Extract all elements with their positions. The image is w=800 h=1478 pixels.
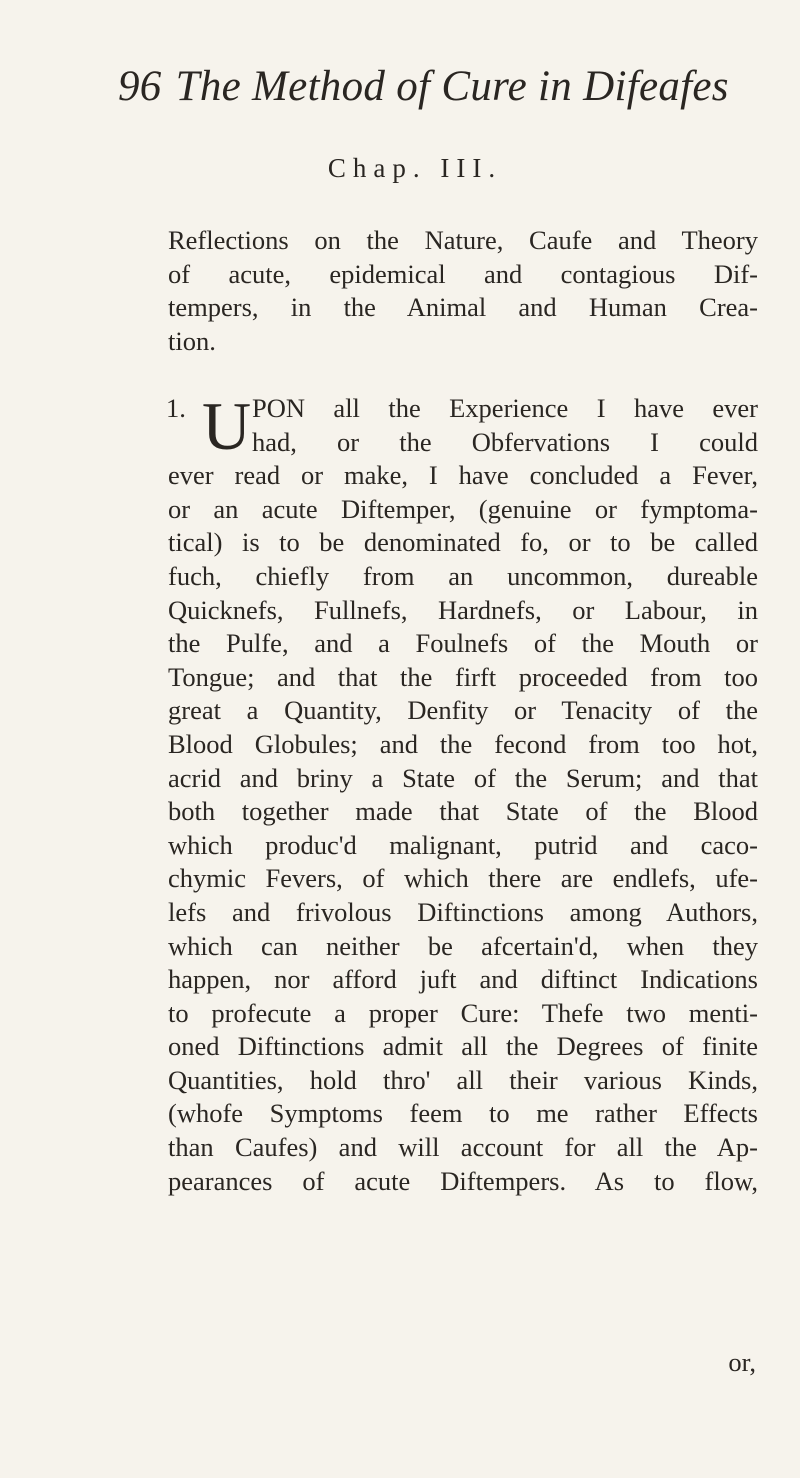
paragraph-line: acrid and briny a State of the Serum; and that [168, 762, 758, 793]
running-title: The Method of Cure in Difeafes [175, 63, 729, 110]
body-paragraph [166, 388, 758, 1198]
page-number: 96 [118, 63, 162, 110]
summary-line: tempers, in the Animal and Human Crea- [168, 292, 758, 323]
paragraph-line: (whofe Symptoms feem to me rather Effects [168, 1098, 758, 1129]
paragraph-line: which can neither be afcertain'd, when they [168, 930, 758, 961]
paragraph-line: Quantities, hold thro' all their various Kinds, [168, 1064, 758, 1095]
paragraph-line: had, or the Obfervations I could [252, 426, 758, 457]
paragraph-line: pearances of acute Diftempers. As to flow, [168, 1165, 758, 1196]
paragraph-line: the Pulfe, and a Foulnefs of the Mouth or [168, 628, 758, 659]
paragraph-line: both together made that State of the Blood [168, 796, 758, 827]
paragraph-line: Tongue; and that the firft proceeded from too [168, 661, 758, 692]
paragraph-line: tical) is to be denominated fo, or to be called [168, 527, 758, 558]
running-head [118, 62, 729, 111]
chapter-summary [168, 224, 758, 358]
summary-line: Reflections on the Nature, Caufe and Theory [168, 225, 758, 255]
summary-line: of acute, epidemical and contagious Dif- [168, 258, 758, 289]
paragraph-line: Blood Globules; and the fecond from too hot, [168, 728, 758, 759]
paragraph-line: ever read or make, I have concluded a Fever, [168, 460, 758, 491]
paragraph-number: 1. [166, 393, 186, 423]
paragraph-line [168, 392, 758, 426]
paragraph-line: lefs and frivolous Diftinctions among Authors, [168, 896, 758, 927]
paragraph-line: happen, nor afford juft and diftinct Indications [168, 964, 758, 995]
chapter-heading: Chap. III. [327, 153, 503, 183]
paragraph-line: which produc'd malignant, putrid and caco- [168, 829, 758, 860]
paragraph-line: oned Diftinctions admit all the Degrees of finite [168, 1031, 758, 1062]
paragraph-line: Quicknefs, Fullnefs, Hardnefs, or Labour, in [168, 594, 758, 625]
paragraph-line: chymic Fevers, of which there are endlefs, ufe- [168, 863, 758, 894]
paragraph-line: fuch, chiefly from an uncommon, dureable [168, 560, 758, 591]
paragraph-line: to profecute a proper Cure: Thefe two menti- [168, 997, 758, 1028]
drop-initial: U [202, 388, 252, 464]
paragraph-line: or an acute Diftemper, (genuine or fymptoma- [168, 493, 758, 524]
summary-line: tion. [168, 325, 216, 356]
paragraph-line: than Caufes) and will account for all the Ap- [168, 1132, 758, 1163]
paragraph-line: great a Quantity, Denfity or Tenacity of the [168, 695, 758, 726]
catchword: or, [728, 1347, 756, 1377]
line-text: PON all the Experience I have ever [252, 393, 758, 423]
